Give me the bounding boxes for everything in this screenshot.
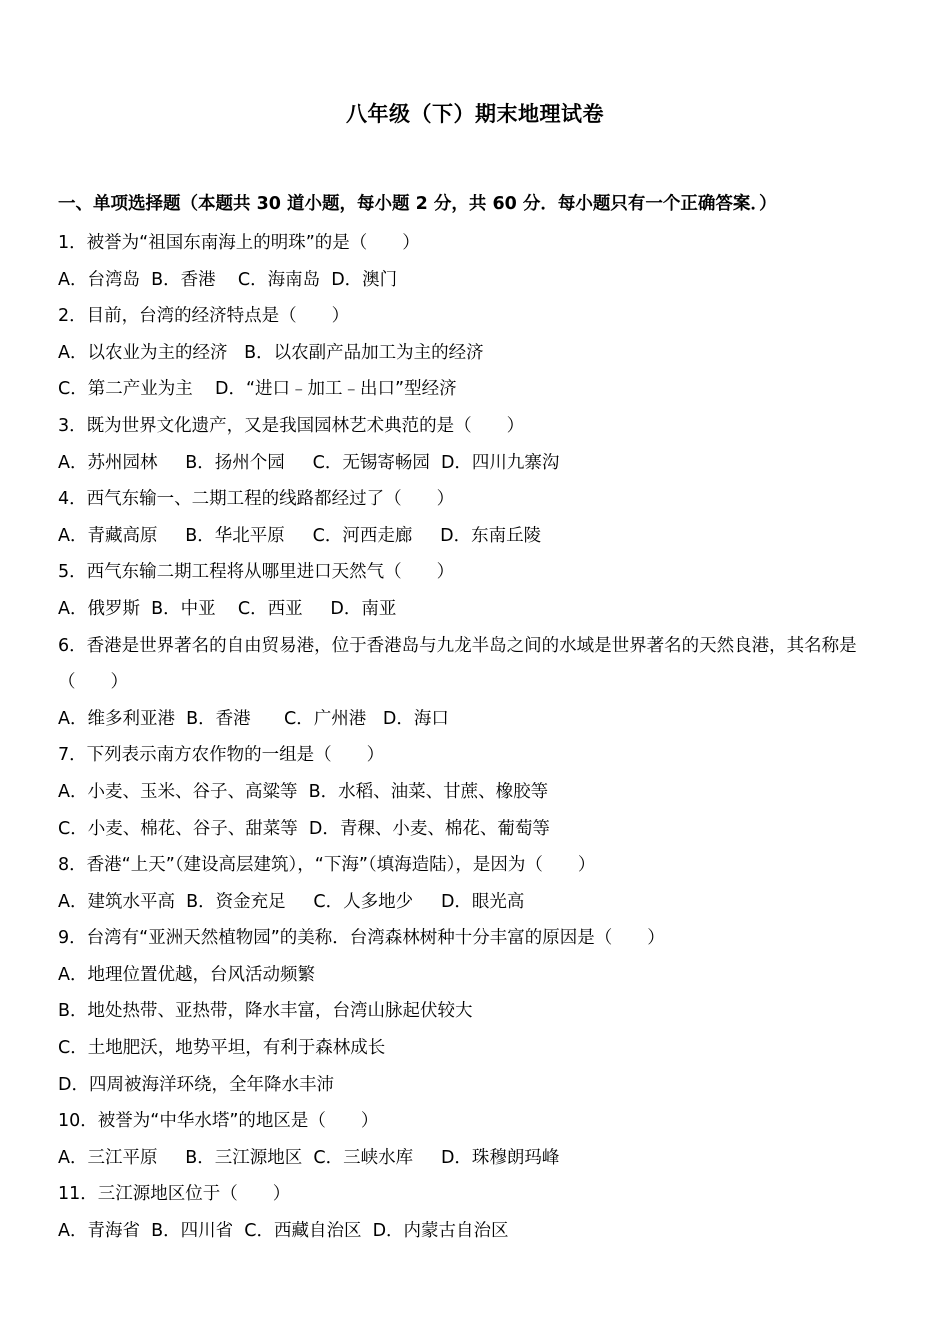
section-heading: 一、单项选择题（本题共 30 道小题，每小题 2 分，共 60 分．每小题只有一个正确答案．） — [58, 194, 777, 214]
question-6-options: A．维多利亚港 B．香港 C．广州港 D．海口 — [58, 708, 449, 729]
page-title: 八年级（下）期末地理试卷 — [346, 102, 604, 126]
question-10-options: A．三江平原 B．三江源地区 C．三峡水库 D．珠穆朗玛峰 — [58, 1147, 560, 1168]
question-8: 8．香港“上天”（建设高层建筑），“下海”（填海造陆），是因为（ ） — [58, 855, 596, 876]
question-3: 3．既为世界文化遗产，又是我国园林艺术典范的是（ ） — [58, 415, 525, 436]
question-6: 6．香港是世界著名的自由贸易港，位于香港岛与九龙半岛之间的水域是世界著名的天然良港，其名称是（ ） — [58, 635, 857, 693]
question-10: 10．被誉为“中华水塔”的地区是（ ） — [58, 1111, 379, 1132]
question-7-options-cd: C．小麦、棉花、谷子、甜菜等 D．青稞、小麦、棉花、葡萄等 — [58, 818, 550, 839]
question-4: 4．西气东输一、二期工程的线路都经过了（ ） — [58, 489, 455, 510]
question-7: 7．下列表示南方农作物的一组是（ ） — [58, 745, 385, 766]
question-1-options: A．台湾岛 B．香港 C．海南岛 D．澳门 — [58, 269, 398, 290]
question-1: 1．被誉为“祖国东南海上的明珠”的是（ ） — [58, 233, 420, 253]
question-list — [58, 225, 898, 1250]
question-2: 2．目前，台湾的经济特点是（ ） — [58, 306, 350, 327]
question-9-option-c: C．土地肥沃，地势平坦，有利于森林成长 — [58, 1038, 386, 1059]
question-2-options-cd: C．第二产业为主 D．“进口﹣加工﹣出口”型经济 — [58, 379, 457, 400]
question-8-options: A．建筑水平高 B．资金充足 C．人多地少 D．眼光高 — [58, 891, 525, 912]
question-9-option-a: A．地理位置优越，台风活动频繁 — [58, 964, 315, 985]
question-5: 5．西气东输二期工程将从哪里进口天然气（ ） — [58, 562, 455, 583]
question-11-options: A．青海省 B．四川省 C．西藏自治区 D．内蒙古自治区 — [58, 1221, 509, 1242]
question-7-options-ab: A．小麦、玉米、谷子、高粱等 B．水稻、油菜、甘蔗、橡胶等 — [58, 781, 549, 802]
question-11: 11．三江源地区位于（ ） — [58, 1184, 291, 1205]
question-2-options-ab: A．以农业为主的经济 B．以农副产品加工为主的经济 — [58, 342, 484, 363]
question-9-option-d: D．四周被海洋环绕，全年降水丰沛 — [58, 1074, 334, 1095]
question-9: 9．台湾有“亚洲天然植物园”的美称．台湾森林树种十分丰富的原因是（ ） — [58, 928, 665, 949]
question-9-option-b: B．地处热带、亚热带，降水丰富，台湾山脉起伏较大 — [58, 1001, 473, 1022]
question-5-options: A．俄罗斯 B．中亚 C．西亚 D．南亚 — [58, 598, 397, 619]
question-3-options: A．苏州园林 B．扬州个园 C．无锡寄畅园 D．四川九寨沟 — [58, 452, 560, 473]
question-4-options: A．青藏高原 B．华北平原 C．河西走廊 D．东南丘陵 — [58, 525, 542, 546]
